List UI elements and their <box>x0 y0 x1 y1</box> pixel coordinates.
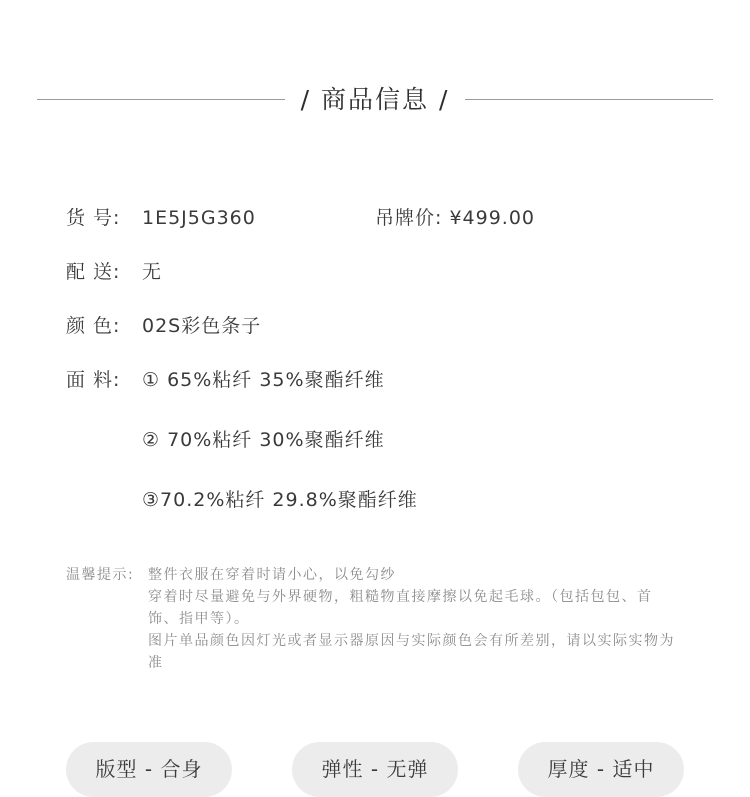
tips-heading: 温馨提示: <box>66 567 135 583</box>
attribute-stretch-badge: 弹性 - 无弹 <box>292 742 458 797</box>
price-label: 吊牌价: <box>375 207 443 229</box>
fabric-label: 面 料: <box>66 369 121 391</box>
color-value: 02S彩色条子 <box>142 315 262 337</box>
price-value: ¥499.00 <box>449 207 536 229</box>
fabric-value-1: ① 65%粘纤 35%聚酯纤维 <box>142 369 385 391</box>
fabric-value-3: ③70.2%粘纤 29.8%聚酯纤维 <box>142 489 418 511</box>
shipping-label: 配 送: <box>66 261 121 283</box>
sku-value: 1E5J5G360 <box>142 207 256 229</box>
section-header <box>37 82 713 118</box>
divider-right <box>465 99 713 100</box>
spec-shipping <box>66 260 162 284</box>
fabric-value-2: ② 70%粘纤 30%聚酯纤维 <box>142 429 385 451</box>
tips-body <box>148 564 678 674</box>
spec-sku <box>66 206 256 230</box>
spec-fabric <box>66 368 385 392</box>
attribute-fit-badge: 版型 - 合身 <box>66 742 232 797</box>
sku-label: 货 号: <box>66 207 121 229</box>
section-title: / 商品信息 / <box>300 85 450 114</box>
tip-line: 穿着时尽量避免与外界硬物，粗糙物直接摩擦以免起毛球。（包括包包、首饰、指甲等）。 <box>148 589 653 627</box>
tip-line: 图片单品颜色因灯光或者显示器原因与实际颜色会有所差别，请以实际实物为准 <box>148 633 675 671</box>
attribute-thickness-badge: 厚度 - 适中 <box>518 742 684 797</box>
spec-price <box>375 206 535 230</box>
spec-color <box>66 314 261 338</box>
shipping-value: 无 <box>142 261 163 283</box>
color-label: 颜 色: <box>66 315 121 337</box>
tip-line: 整件衣服在穿着时请小心，以免勾纱 <box>148 567 396 583</box>
